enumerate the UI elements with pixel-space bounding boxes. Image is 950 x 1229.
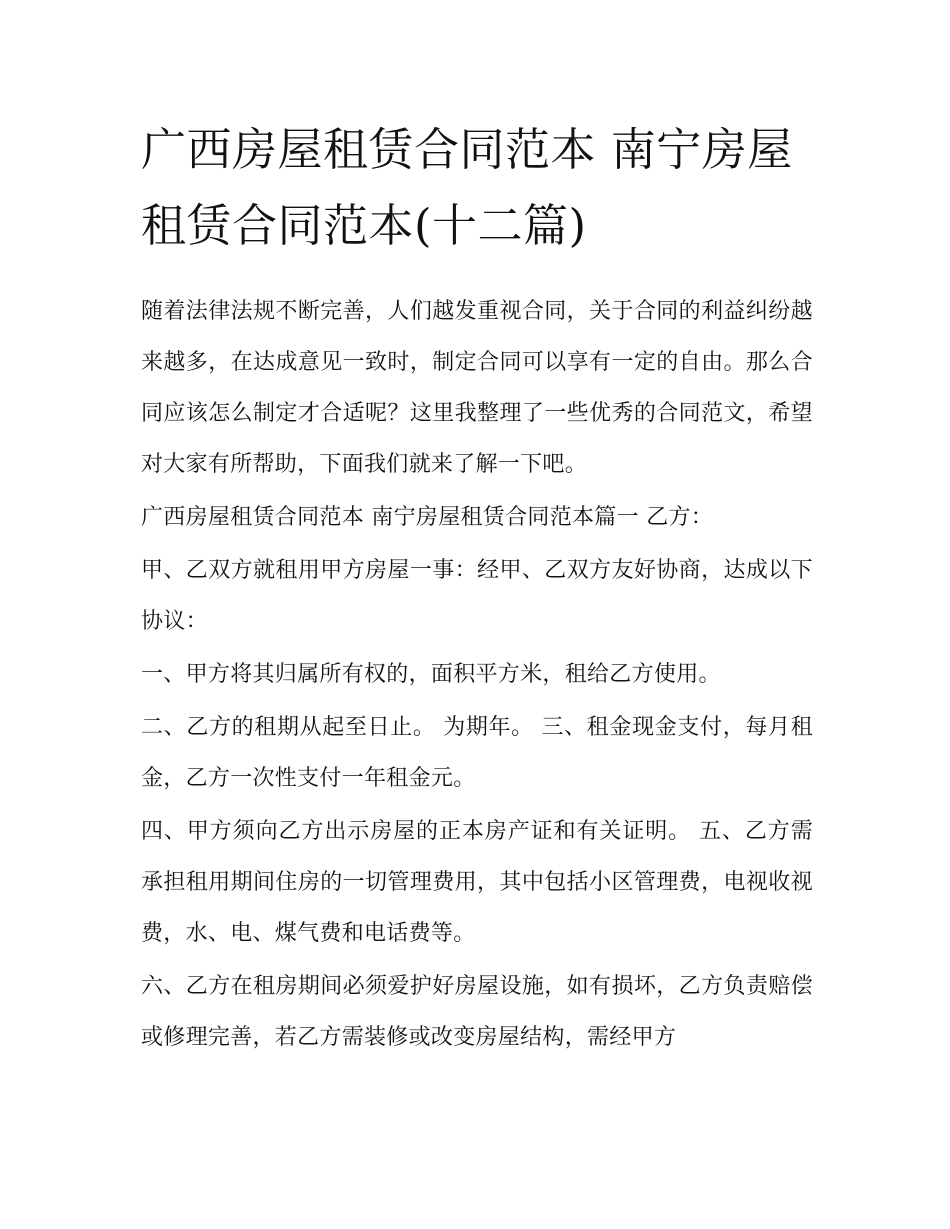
paragraph-clause-4-5: 四、甲方须向乙方出示房屋的正本房产证和有关证明。 五、乙方需承担租用期间住房的一切管理费用，其中包括小区管理费，电视收视费，水、电、煤气费和电话费等。	[141, 819, 813, 946]
document-title: 广西房屋租赁合同范本 南宁房屋租赁合同范本(十二篇)	[141, 123, 793, 252]
paragraph-intro: 随着法律法规不断完善，人们越发重视合同，关于合同的利益纠纷越来越多，在达成意见一致时，制定合同可以享有一定的自由。那么合同应该怎么制定才合适呢？这里我整理了一些优秀的合同范文，希望对大家有所帮助，下面我们就来了解一下吧。	[141, 299, 813, 477]
document-body	[141, 112, 813, 1065]
paragraph-clause-2-3: 二、乙方的租期从起至日止。 为期年。 三、租金现金支付，每月租金，乙方一次性支付一年租金元。	[141, 715, 813, 791]
paragraph-section-heading: 广西房屋租赁合同范本 南宁房屋租赁合同范本篇一 乙方：	[141, 505, 714, 530]
paragraph-clause-1: 一、甲方将其归属所有权的，面积平方米，租给乙方使用。	[141, 662, 721, 687]
paragraph-clause-6: 六、乙方在租房期间必须爱护好房屋设施，如有损坏，乙方负责赔偿或修理完善，若乙方需装修或改变房屋结构，需经甲方	[141, 974, 813, 1050]
paragraph-agreement: 甲、乙双方就租用甲方房屋一事：经甲、乙双方友好协商，达成以下协议：	[141, 558, 813, 634]
